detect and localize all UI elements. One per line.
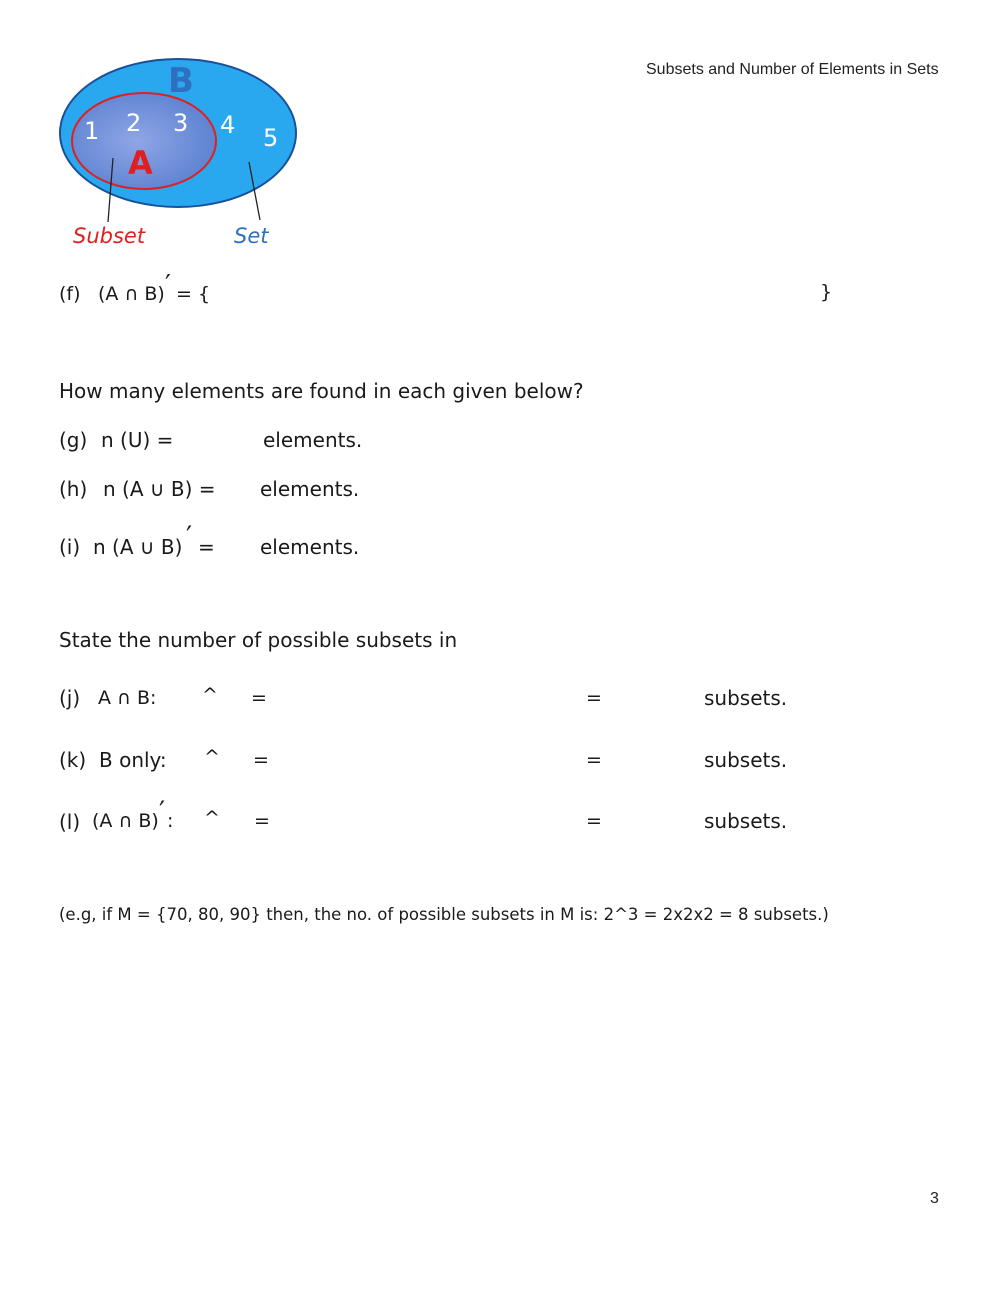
set-a-label: A xyxy=(128,144,153,182)
question-l-unit: subsets. xyxy=(704,809,788,833)
question-f-label: (f) xyxy=(59,283,81,305)
element-4: 4 xyxy=(220,111,236,139)
question-j-label: (j) xyxy=(59,686,81,710)
question-l-eq2: = xyxy=(586,810,602,832)
question-h-expr: n (A ∪ B) = xyxy=(103,477,216,501)
question-j-eq2: = xyxy=(586,687,602,709)
subset-section-prompt: State the number of possible subsets in xyxy=(59,628,458,652)
example-note: (e.g, if M = {70, 80, 90} then, the no. of possible subsets in M is: 2^3 = 2x2x2 = 8 subsets.) xyxy=(59,905,829,924)
question-l-label: (l) xyxy=(59,810,81,834)
page-number: 3 xyxy=(930,1190,939,1207)
set-caption: Set xyxy=(234,224,269,248)
question-k-eq1: = xyxy=(253,749,269,771)
question-l-caret: ^ xyxy=(204,807,220,829)
question-i-expr: n (A ∪ B) xyxy=(93,535,183,559)
question-h-label: (h) xyxy=(59,477,88,501)
set-b-label: B xyxy=(168,61,194,101)
question-g-unit: elements. xyxy=(263,428,363,452)
question-l-prime: ′ xyxy=(159,796,166,827)
question-i-unit: elements. xyxy=(260,535,360,559)
question-j-caret: ^ xyxy=(202,684,218,706)
question-l-colon: : xyxy=(167,810,174,832)
question-h-unit: elements. xyxy=(260,477,360,501)
count-section-prompt: How many elements are found in each given below? xyxy=(59,379,584,403)
element-2: 2 xyxy=(126,109,142,137)
question-k-eq2: = xyxy=(586,749,602,771)
question-f-expr: (A ∩ B) xyxy=(98,283,165,305)
question-k-unit: subsets. xyxy=(704,748,788,772)
question-l-eq1: = xyxy=(254,810,270,832)
question-k-caret: ^ xyxy=(204,746,220,768)
question-l-expr: (A ∩ B) xyxy=(92,810,159,832)
question-j-eq1: = xyxy=(251,687,267,709)
element-5: 5 xyxy=(263,124,279,152)
question-i-label: (i) xyxy=(59,535,81,559)
page-header-title: Subsets and Number of Elements in Sets xyxy=(646,61,939,78)
question-f-rhs-close: } xyxy=(820,281,833,303)
question-g-label: (g) xyxy=(59,428,88,452)
question-f-rhs-open: = { xyxy=(176,283,211,305)
venn-diagram xyxy=(50,50,320,260)
subset-caption: Subset xyxy=(73,224,146,248)
question-f-prime: ′ xyxy=(165,270,171,300)
question-j-unit: subsets. xyxy=(704,686,788,710)
question-j-expr: A ∩ B: xyxy=(98,687,157,709)
element-3: 3 xyxy=(173,109,189,137)
question-k-label: (k) xyxy=(59,748,87,772)
question-k-expr: B only: xyxy=(99,748,167,772)
element-1: 1 xyxy=(84,117,100,145)
question-g-expr: n (U) = xyxy=(101,428,174,452)
question-i-prime: ′ xyxy=(186,521,193,552)
question-i-eq: = xyxy=(198,535,215,559)
